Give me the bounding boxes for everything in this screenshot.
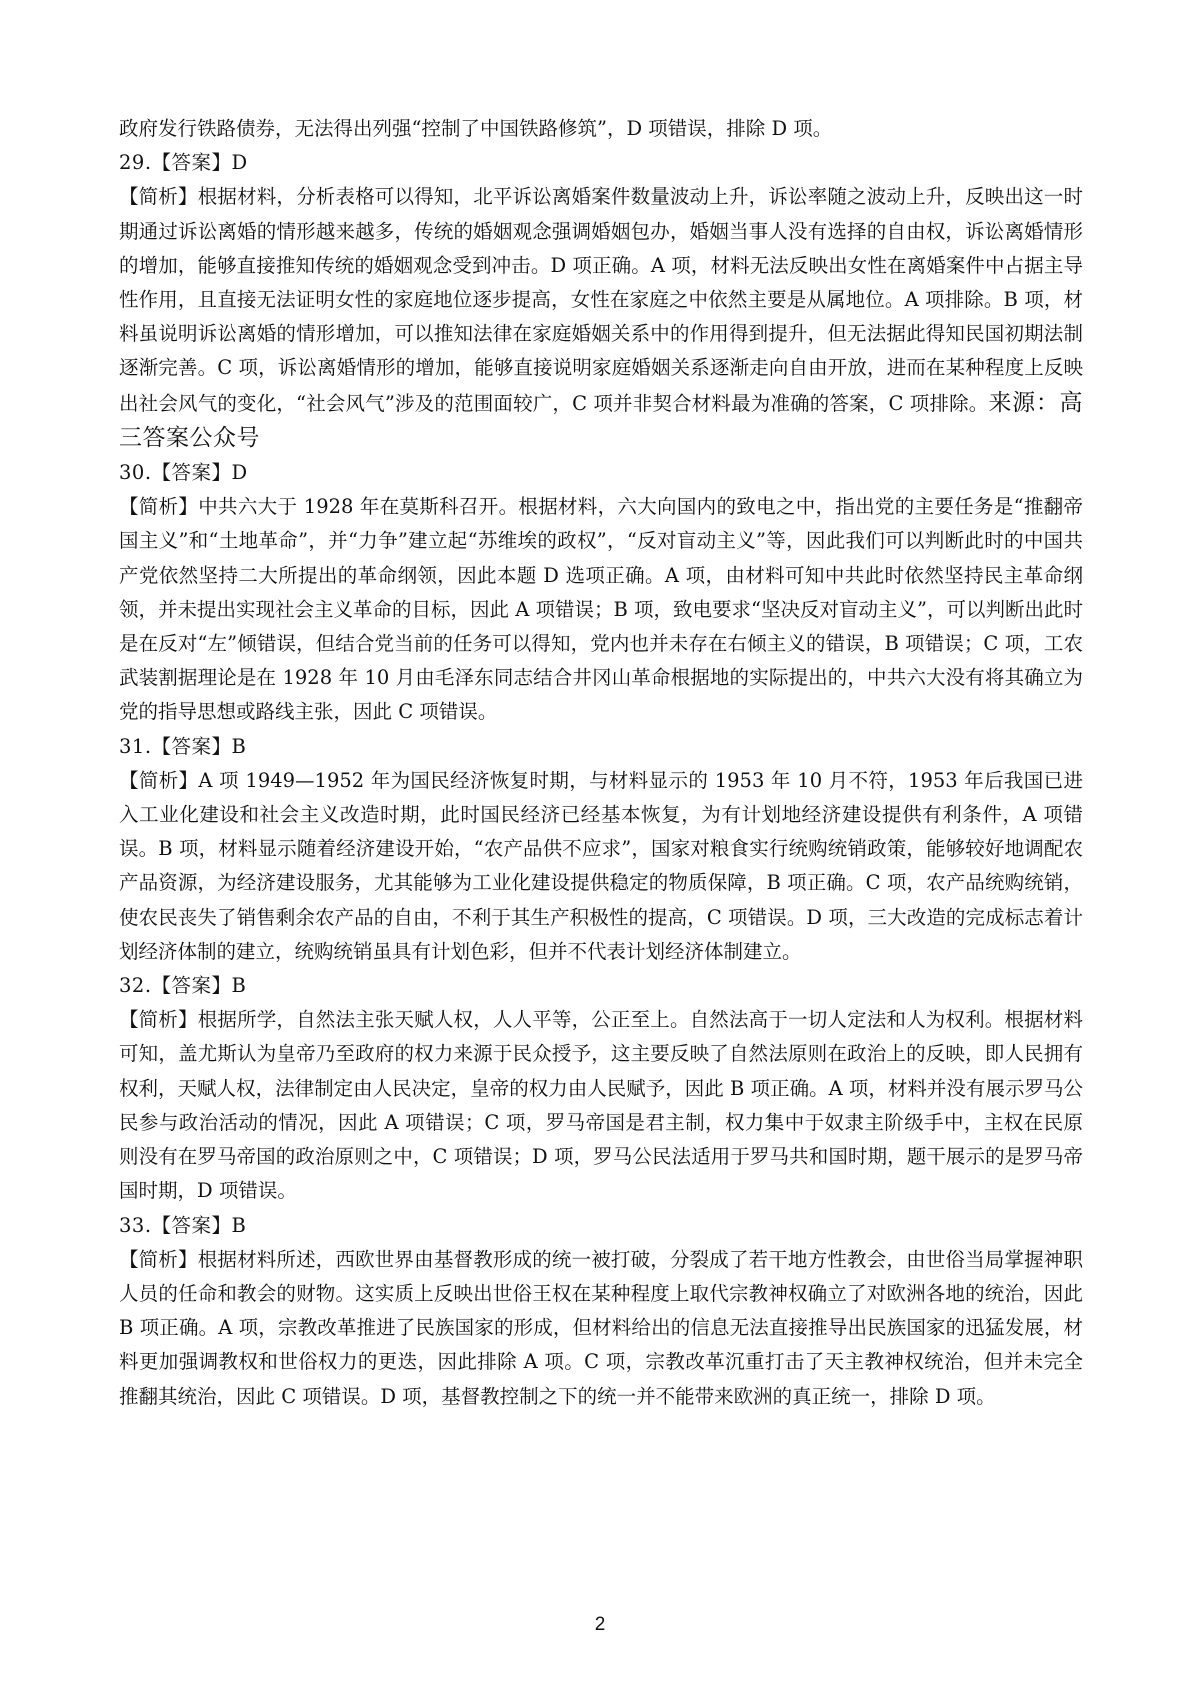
analysis-label: 【简析】 bbox=[119, 768, 199, 792]
analysis-text: 根据材料，分析表格可以得知，北平诉讼离婚案件数量波动上升，诉讼率随之波动上升，反映出这一时期通过诉讼离婚的情形越来越多，传统的婚姻观念强调婚姻包办，婚姻当事人没有选择的自由权，诉讼离婚情形的增加，能够直接推知传统的婚姻观念受到冲击。D 项正确。A 项，材料无法反映出女性在离婚案件中占据主导性作用，且直接无法证明女性的家庭地位逐步提高，女性在家庭之中依然主要是从属地位。A 项排除。B 项，材料虽说明诉讼离婚的情形增加，可以推知法律在家庭婚姻关系中的作用得到提升，但无法据此得知民国初期法制逐渐完善。C 项，诉讼离婚情形的增加，能够直接说明家庭婚姻关系逐渐走向自由开放，进而在某种程度上反映出社会风气的变化，“社会风气”涉及的范围面较广，C 项并非契合材料最为准确的答案，C 项排除。 bbox=[119, 185, 1083, 415]
page-content bbox=[119, 112, 1083, 1414]
analysis-text: A 项 1949—1952 年为国民经济恢复时期，与材料显示的 1953 年 10 月不符，1953 年后我国已进入工业化建设和社会主义改造时期，此时国民经济已经基本恢复，为有计划地经济建设提供有利条件，A 项错误。B 项，材料显示随着经济建设开始，“农产品供不应求”，国家对粮食实行统购统销政策，能够较好地调配农产品资源，为经济建设服务，尤其能够为工业化建设提供稳定的物质保障，B 项正确。C 项，农产品统购统销，使农民丧失了销售剩余农产品的自由，不利于其生产积极性的提高，C 项错误。D 项，三大改造的完成标志着计划经济体制的建立，统购统销虽具有计划色彩，但并不代表计划经济体制建立。 bbox=[119, 768, 1083, 963]
analysis-paragraph-30 bbox=[119, 490, 1083, 729]
analysis-label: 【简析】 bbox=[119, 185, 198, 209]
answer-line-30: 30.【答案】D bbox=[119, 461, 248, 485]
answer-line-29: 29.【答案】D bbox=[119, 151, 248, 175]
analysis-text: 中共六大于 1928 年在莫斯科召开。根据材料，六大向国内的致电之中，指出党的主要任务是“推翻帝国主义”和“土地革命”，并“力争”建立起“苏维埃的政权”，“反对盲动主义”等，因此我们可以判断此时的中国共产党依然坚持二大所提出的革命纲领，因此本题 D 选项正确。A 项，由材料可知中共此时依然坚持民主革命纲领，并未提出实现社会主义革命的目标，因此 A 项错误；B 项，致电要求“坚决反对盲动主义”，可以判断出此时是在反对“左”倾错误，但结合党当前的任务可以得知，党内也并未存在右倾主义的错误，B 项错误；C 项，工农武装割据理论是在 1928 年 10 月由毛泽东同志结合井冈山革命根据地的实际提出的，中共六大没有将其确立为党的指导思想或路线主张，因此 C 项错误。 bbox=[119, 495, 1083, 724]
analysis-paragraph-31 bbox=[119, 764, 1083, 969]
analysis-paragraph-29 bbox=[119, 180, 1083, 456]
answer-line-33: 33.【答案】B bbox=[119, 1213, 247, 1237]
page-number: 2 bbox=[594, 1614, 606, 1635]
analysis-text: 根据材料所述，西欧世界由基督教形成的统一被打破，分裂成了若干地方性教会，由世俗当局掌握神职人员的任命和教会的财物。这实质上反映出世俗王权在某种程度上取代宗教神权确立了对欧洲各地的统治，因此 B 项正确。A 项，宗教改革推进了民族国家的形成，但材料给出的信息无法直接推导出民族国家的迅猛发展，材料更加强调教权和世俗权力的更迭，因此排除 A 项。C 项，宗教改革沉重打击了天主教神权统治，但并未完全推翻其统治，因此 C 项错误。D 项，基督教控制之下的统一并不能带来欧洲的真正统一，排除 D 项。 bbox=[119, 1247, 1083, 1408]
answer-line-32: 32.【答案】B bbox=[119, 974, 247, 998]
analysis-paragraph-32 bbox=[119, 1003, 1083, 1208]
analysis-label: 【简析】 bbox=[119, 1247, 198, 1271]
analysis-label: 【简析】 bbox=[119, 1008, 198, 1032]
analysis-paragraph-33 bbox=[119, 1243, 1083, 1414]
source-note: 来源：高三答案公众号 bbox=[119, 389, 1083, 451]
answer-line-31: 31.【答案】B bbox=[119, 734, 247, 758]
analysis-text: 根据所学，自然法主张天赋人权，人人平等，公正至上。自然法高于一切人定法和人为权利。根据材料可知，盖尤斯认为皇帝乃至政府的权力来源于民众授予，这主要反映了自然法原则在政治上的反映，即人民拥有权利，天赋人权，法律制定由人民决定，皇帝的权力由人民赋予，因此 B 项正确。A 项，材料并没有展示罗马公民参与政治活动的情况，因此 A 项错误；C 项，罗马帝国是君主制，权力集中于奴隶主阶级手中，主权在民原则没有在罗马帝国的政治原则之中，C 项错误；D 项，罗马公民法适用于罗马共和国时期，题干展示的是罗马帝国时期，D 项错误。 bbox=[119, 1008, 1083, 1203]
analysis-label: 【简析】 bbox=[119, 495, 199, 519]
intro-paragraph: 政府发行铁路债券，无法得出列强“控制了中国铁路修筑”，D 项错误，排除 D 项。 bbox=[119, 117, 833, 140]
